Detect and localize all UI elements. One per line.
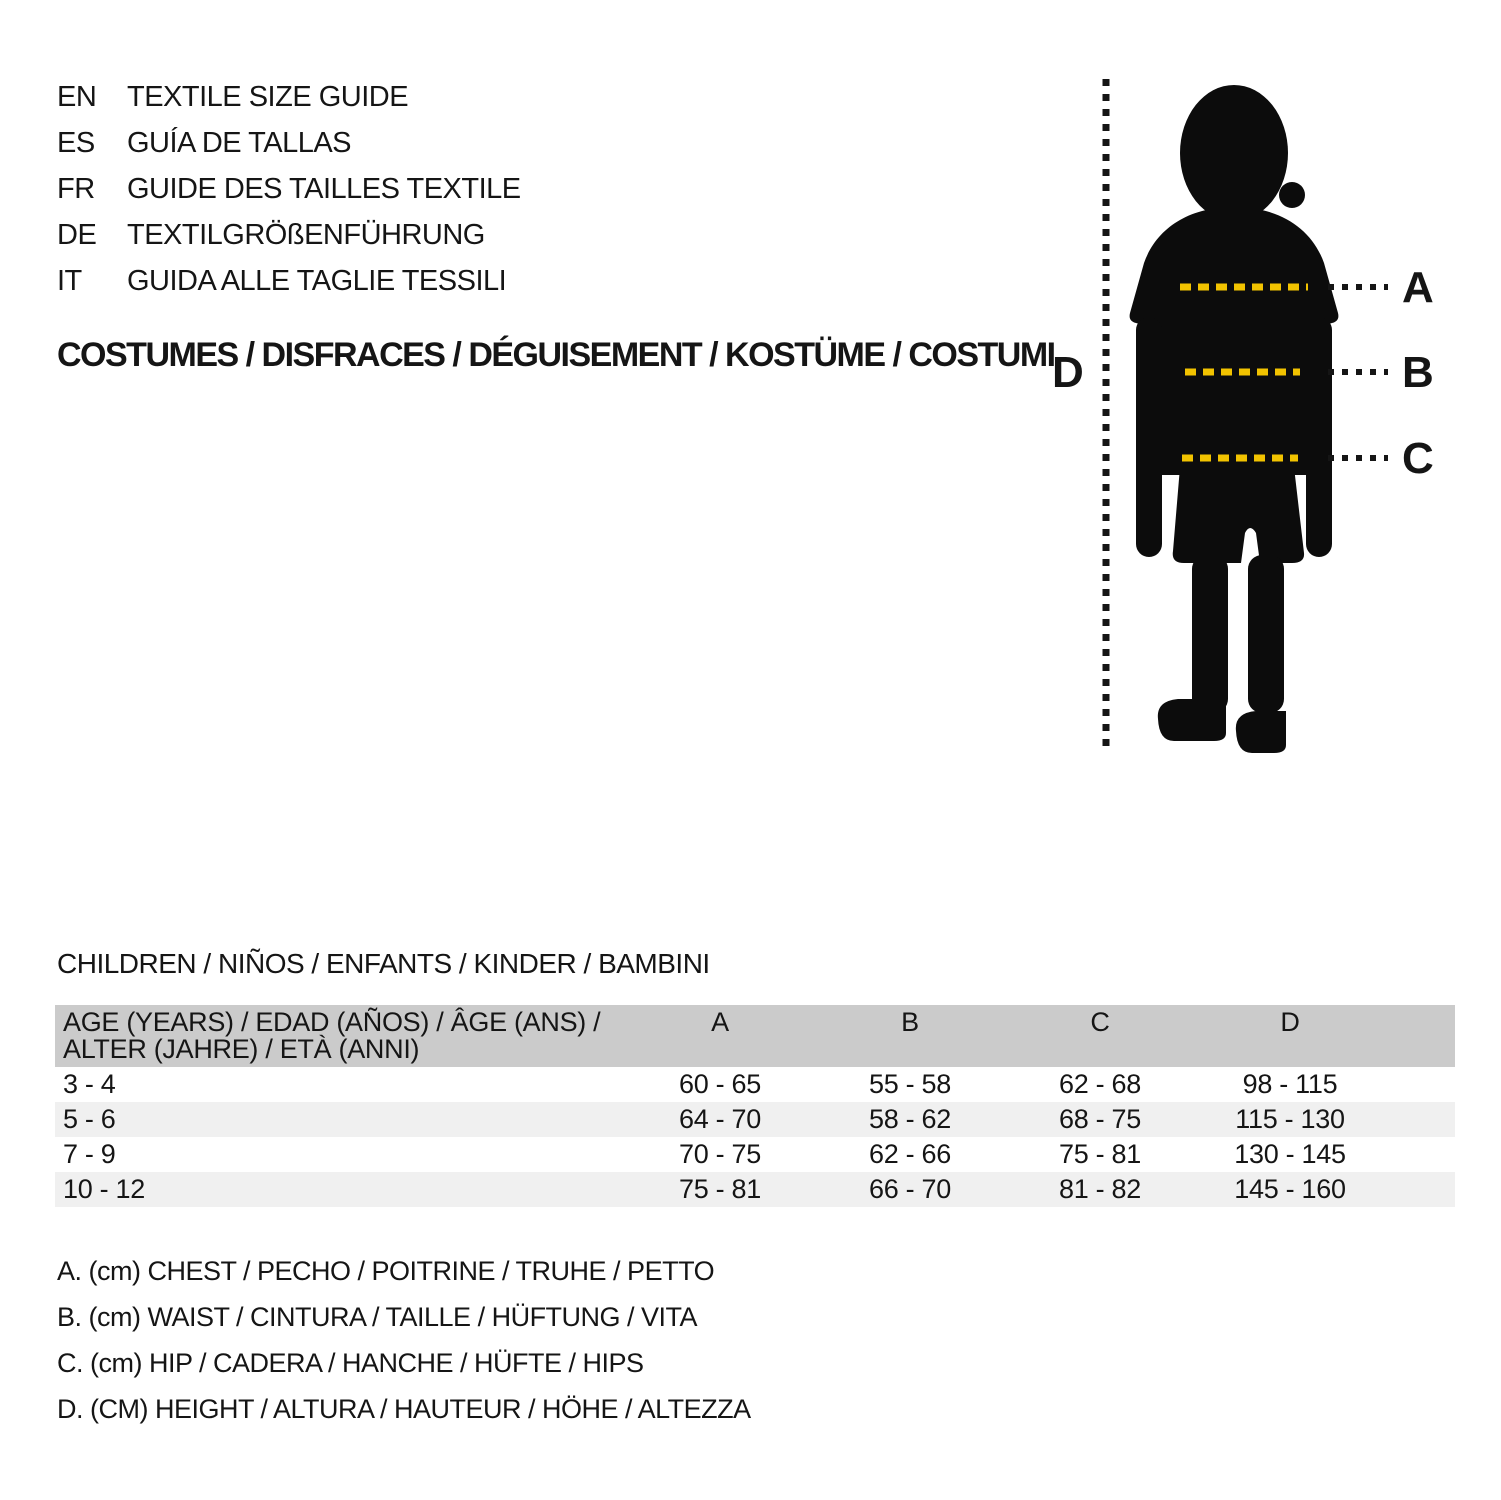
language-code: IT bbox=[57, 264, 82, 297]
language-label: GUIDE DES TAILLES TEXTILE bbox=[127, 172, 521, 205]
height-cell: 130 - 145 bbox=[1234, 1139, 1346, 1169]
age-column-header bbox=[55, 1009, 625, 1063]
age-cell: 10 - 12 bbox=[63, 1174, 145, 1204]
waist-cell: 66 - 70 bbox=[869, 1174, 951, 1204]
table-row bbox=[55, 1067, 1455, 1102]
language-code: ES bbox=[57, 126, 95, 159]
language-code: FR bbox=[57, 172, 95, 205]
category-title: COSTUMES / DISFRACES / DÉGUISEMENT / KOSTÜME / COSTUMI bbox=[57, 336, 1055, 374]
language-code: DE bbox=[57, 218, 97, 251]
chest-cell: 60 - 65 bbox=[679, 1069, 761, 1099]
chest-cell: 64 - 70 bbox=[679, 1104, 761, 1134]
section-title-children: CHILDREN / NIÑOS / ENFANTS / KINDER / BAMBINI bbox=[57, 948, 710, 979]
label-b: B bbox=[1402, 348, 1434, 397]
hip-cell: 68 - 75 bbox=[1059, 1104, 1141, 1134]
measurement-figure bbox=[1040, 55, 1480, 755]
chest-cell: 70 - 75 bbox=[679, 1139, 761, 1169]
language-title-list bbox=[57, 74, 521, 304]
height-cell: 98 - 115 bbox=[1242, 1069, 1338, 1099]
age-cell: 3 - 4 bbox=[63, 1069, 116, 1099]
legend-line-b: B. (cm) WAIST / CINTURA / TAILLE / HÜFTUNG / VITA bbox=[57, 1301, 698, 1332]
language-label: TEXTILGRÖßENFÜHRUNG bbox=[127, 218, 485, 251]
legend-line-a: A. (cm) CHEST / PECHO / POITRINE / TRUHE / PETTO bbox=[57, 1255, 715, 1286]
child-silhouette-diagram bbox=[1040, 55, 1480, 755]
hip-cell: 75 - 81 bbox=[1059, 1139, 1141, 1169]
size-table-header bbox=[55, 1005, 1455, 1067]
age-header-line2: ALTER (JAHRE) / ETÀ (ANNI) bbox=[63, 1034, 420, 1064]
legend-line-d: D. (CM) HEIGHT / ALTURA / HAUTEUR / HÖHE / ALTEZZA bbox=[57, 1393, 751, 1424]
language-row bbox=[57, 74, 521, 120]
column-header-d: D bbox=[1280, 1007, 1300, 1037]
figure-silhouette bbox=[1130, 85, 1339, 753]
language-row bbox=[57, 258, 521, 304]
language-row bbox=[57, 120, 521, 166]
hip-cell: 62 - 68 bbox=[1059, 1069, 1141, 1099]
hip-cell: 81 - 82 bbox=[1059, 1174, 1141, 1204]
children-size-table bbox=[55, 1005, 1455, 1207]
label-a: A bbox=[1402, 263, 1434, 312]
legend-line-c: C. (cm) HIP / CADERA / HANCHE / HÜFTE / HIPS bbox=[57, 1347, 644, 1378]
column-header-c: C bbox=[1090, 1007, 1110, 1037]
language-label: GUÍA DE TALLAS bbox=[127, 126, 352, 159]
label-c: C bbox=[1402, 434, 1434, 483]
column-header-a: A bbox=[711, 1007, 729, 1037]
age-cell: 7 - 9 bbox=[63, 1139, 116, 1169]
measurement-legend bbox=[57, 1248, 751, 1432]
language-row bbox=[57, 212, 521, 258]
language-code: EN bbox=[57, 80, 97, 113]
age-header-line1: AGE (YEARS) / EDAD (AÑOS) / ÂGE (ANS) / bbox=[63, 1007, 601, 1037]
label-d: D bbox=[1052, 348, 1084, 397]
age-cell: 5 - 6 bbox=[63, 1104, 116, 1134]
language-row bbox=[57, 166, 521, 212]
height-cell: 145 - 160 bbox=[1234, 1174, 1346, 1204]
chest-cell: 75 - 81 bbox=[679, 1174, 761, 1204]
language-label: TEXTILE SIZE GUIDE bbox=[127, 80, 409, 113]
table-row bbox=[55, 1172, 1455, 1207]
waist-cell: 58 - 62 bbox=[869, 1104, 951, 1134]
table-row bbox=[55, 1102, 1455, 1137]
table-row bbox=[55, 1137, 1455, 1172]
language-label: GUIDA ALLE TAGLIE TESSILI bbox=[127, 264, 507, 297]
column-header-b: B bbox=[901, 1007, 919, 1037]
waist-cell: 55 - 58 bbox=[869, 1069, 951, 1099]
waist-cell: 62 - 66 bbox=[869, 1139, 951, 1169]
height-cell: 115 - 130 bbox=[1235, 1104, 1345, 1134]
